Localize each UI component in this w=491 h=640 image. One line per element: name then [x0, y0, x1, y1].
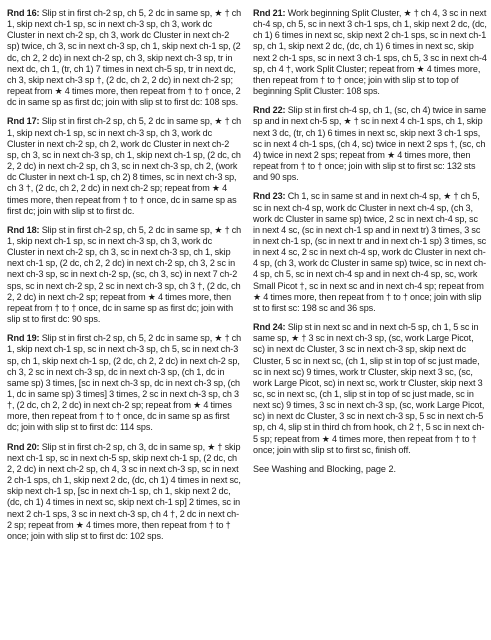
- round-17: [7, 116, 242, 216]
- round-label: Rnd 19:: [7, 333, 40, 344]
- round-label: Rnd 16:: [7, 8, 40, 18]
- round-label: Rnd 22:: [253, 105, 286, 116]
- round-label: Rnd 17:: [7, 116, 40, 127]
- round-text: Slip st in first ch-4 sp, ch 1, (sc, ch 4) twice in same sp and in next ch-5 sp, ★ † sc in next 4 ch-1 sps, ch 1, skip next 3 dc, (tr, ch 1) 6 times in next sc, skip next 3 ch-1 sps, sc in next 4 ch-1 sps, (ch 4, sc) twice in next 2 sps †, (sc, ch 4) twice in next 2 sps; repeat from ★ 4 times more, then repeat from † to † once; join with slip st to first sc: 132 sts and 90 sps.: [253, 105, 487, 183]
- round-label: Rnd 18:: [7, 224, 40, 235]
- round-label: Rnd 20:: [7, 441, 40, 452]
- round-24: [253, 322, 487, 456]
- round-text: Slip st in next sc and in next ch-5 sp, ch 1, 5 sc in same sp, ★ † 3 sc in next ch-3 sp, (sc, work Large Picot, sc) in next dc Cluster, 3 sc in next ch-3 sp, skip next dc Cluster, 5 sc in next sc, (ch 1, slip st in top of sc just made, sc in next sc) 9 times, work tr Cluster, skip next 3 sc, (sc, work Large Picot, sc) in next sc, work tr Cluster, skip next 3 sc, sc in next sc, (ch 1, slip st in top of sc just made, sc in next sc) 9 times, 3 sc in next ch-3 sp, (sc, work Large Picot, sc) in next dc Cluster, 3 sc in next ch-3 sp, 5 sc in next ch-5 sp, ch 4, slip st in third ch from hook, ch 2 †, 5 sc in next ch-5 sp; repeat from ★ 4 times more, then repeat from † to † once; join with slip st to first sc, finish off.: [253, 322, 485, 455]
- finishing-note: See Washing and Blocking, page 2.: [253, 463, 397, 474]
- round-label: Rnd 23:: [253, 191, 286, 202]
- round-text: Slip st in first ch-2 sp, ch 5, 2 dc in same sp, ★ † ch 1, skip next ch-1 sp, sc in next ch-3 sp, ch 5, sc in next ch-3 sp, ch 1, skip next ch-1 sp, (2 dc, ch 2, 2 dc) in next ch-2 sp, ch 3, 2 sc in next ch-3 sp, dc in next ch-3 sp, (ch 1, dc in same sp) 3 times, [sc in next ch-3 sp, dc in next ch-3 sp, (ch 1, dc in same sp) 3 times] 3 times, 2 sc in next ch-3 sp, ch 3 †, (2 dc, ch 2, 2 dc) in next ch-2 sp; repeat from ★ 4 times more, then repeat from † to † once, dc in same sp as first dc; join with slip st to first dc: 114 sps.: [7, 333, 242, 433]
- round-16: [7, 8, 242, 108]
- round-label: Rnd 21:: [253, 8, 286, 18]
- right-column: [248, 8, 487, 640]
- round-23: [253, 191, 487, 314]
- round-18: [7, 225, 242, 325]
- round-19: [7, 333, 242, 433]
- left-column: [7, 8, 248, 640]
- round-label: Rnd 24:: [253, 322, 286, 333]
- round-text: Ch 1, sc in same st and in next ch-4 sp, ★ † ch 5, sc in next ch-4 sp, work dc Cluster in next ch-4 sp, (ch 3, work dc Cluster in same sp) twice, 2 sc in next ch-4 sp, sc in next 4 sc, (sc in next ch-1 sp and in next tr) 3 times, 3 sc in next ch-1 sp, (sc in next tr and in next ch-1 sp) 3 times, sc in next 4 sc, 2 sc in next ch-4 sp, work dc Cluster in next ch-4 sp, (ch 3, work dc Cluster in same sp) twice, sc in next ch-4 sp, ch 5, sc in next ch-4 sp and in next ch-4 sp, sc, work Small Picot †, sc in next sc and in next ch-4 sp; repeat from ★ 4 times more, then repeat from † to † once; join with slip st to first sc: 198 sc and 36 sps.: [253, 191, 487, 313]
- round-text: Slip st in first ch-2 sp, ch 5, 2 dc in same sp, ★ † ch 1, skip next ch-1 sp, sc in next ch-3 sp, ch 3, work dc Cluster in next ch-2 sp, ch 3, sc in next ch-3 sp, ch 1, skip next ch-1 sp, (2 dc, ch 2, 2 dc) in next ch-2 sp, ch 3, 2 sc in next ch-3 sp, sc in next ch-2 sp, (sc, ch 3, sc) in next 7 ch-2 sps, sc in next ch-2 sp, 2 sc in next ch-3 sp, ch 3 †, (2 dc, ch 2, 2 dc) in next ch-2 sp; repeat from ★ 4 times more, then repeat from † to † once, dc in same sp as first dc; join with slip st to first dc: 90 sps.: [7, 224, 242, 325]
- round-text: Work beginning Split Cluster, ★ † ch 4, 3 sc in next ch-4 sp, ch 5, sc in next 3 ch-1 sps, ch 1, skip next 2 dc, (dc, ch 1) 6 times in next sc, skip next 2 ch-1 sps, sc in next ch-1 sp, ch 1, skip next 2 dc, (dc, ch 1) 6 times in next sc, skip next 2 ch-1 sps, sc in next 3 ch-1 sps, ch 5, 3 sc in next ch-4 sp, ch 4 †, work Split Cluster; repeat from ★ 4 times more, then repeat from † to † once; join with slip st to top of beginning Split Cluster: 108 sps.: [253, 8, 487, 97]
- round-text: Slip st in first ch-2 sp, ch 5, 2 dc in same sp, ★ † ch 1, skip next ch-1 sp, sc in next ch-3 sp, ch 3, work dc Cluster in next ch-2 sp, ch 3, work dc Cluster in next ch-2 sp) twice, ch 3, sc in next ch-3 sp, ch 1, skip next ch-1 sp, (2 dc, ch 2, 2 dc) in next ch-2 sp, ch 3, skip next ch-3 sp, tr in next dc, ch 1, (tr, ch 1) 7 times in next ch-5 sp, tr in next dc, ch 3, skip next ch-3 sp †, (2 dc, ch 2, 2 dc) in next ch-2 sp; repeat from ★ 4 times more, then repeat from † to † once, 2 dc in same sp as first dc; join with slip st to first dc: 108 sps.: [7, 8, 242, 108]
- round-text: Slip st in first ch-2 sp, ch 5, 2 dc in same sp, ★ † ch 1, skip next ch-1 sp, sc in next ch-3 sp, ch 3, work dc Cluster in next ch-2 sp, ch 2, work dc Cluster in next ch-2 sp, ch 3, sc in next ch-3 sp, ch 1, skip next ch-1 sp, (2 dc, ch 2, 2 dc) in next ch-2 sp, ch 3, sc in next ch-3 sp, ch 2, (work dc Cluster in next ch-1 sp, ch 2) 8 times, sc in next ch-3 sp, ch 3 †, (2 dc, ch 2, 2 dc) in next ch-2 sp; repeat from ★ 4 times more, then repeat from † to † once, dc in same sp as first dc; join with slip st to first dc.: [7, 116, 242, 216]
- round-text: Slip st in first ch-2 sp, ch 3, dc in same sp, ★ † skip next ch-1 sp, sc in next ch-5 sp, skip next ch-1 sp, (2 dc, ch 2, 2 dc) in next ch-2 sp, ch 4, 3 sc in next ch-3 sp, sc in next 2 ch-1 sps, ch 1, skip next 2 dc, (dc, ch 1) 4 times in next sc, skip next ch-1 sp, [sc in next ch-1 sp, ch 1, skip next 2 dc, (dc, ch 1) 4 times in next sc, skip next ch-1 sp] 2 times, sc in next 2 ch-1 sps, 3 sc in next ch-3 sp, ch 4 †, 2 dc in next ch-2 sp; repeat from ★ 4 times more, then repeat from † to † once; join with slip st to first dc: 102 sps.: [7, 441, 241, 541]
- round-21: [253, 8, 487, 97]
- round-20: [7, 442, 242, 542]
- round-22: [253, 105, 487, 183]
